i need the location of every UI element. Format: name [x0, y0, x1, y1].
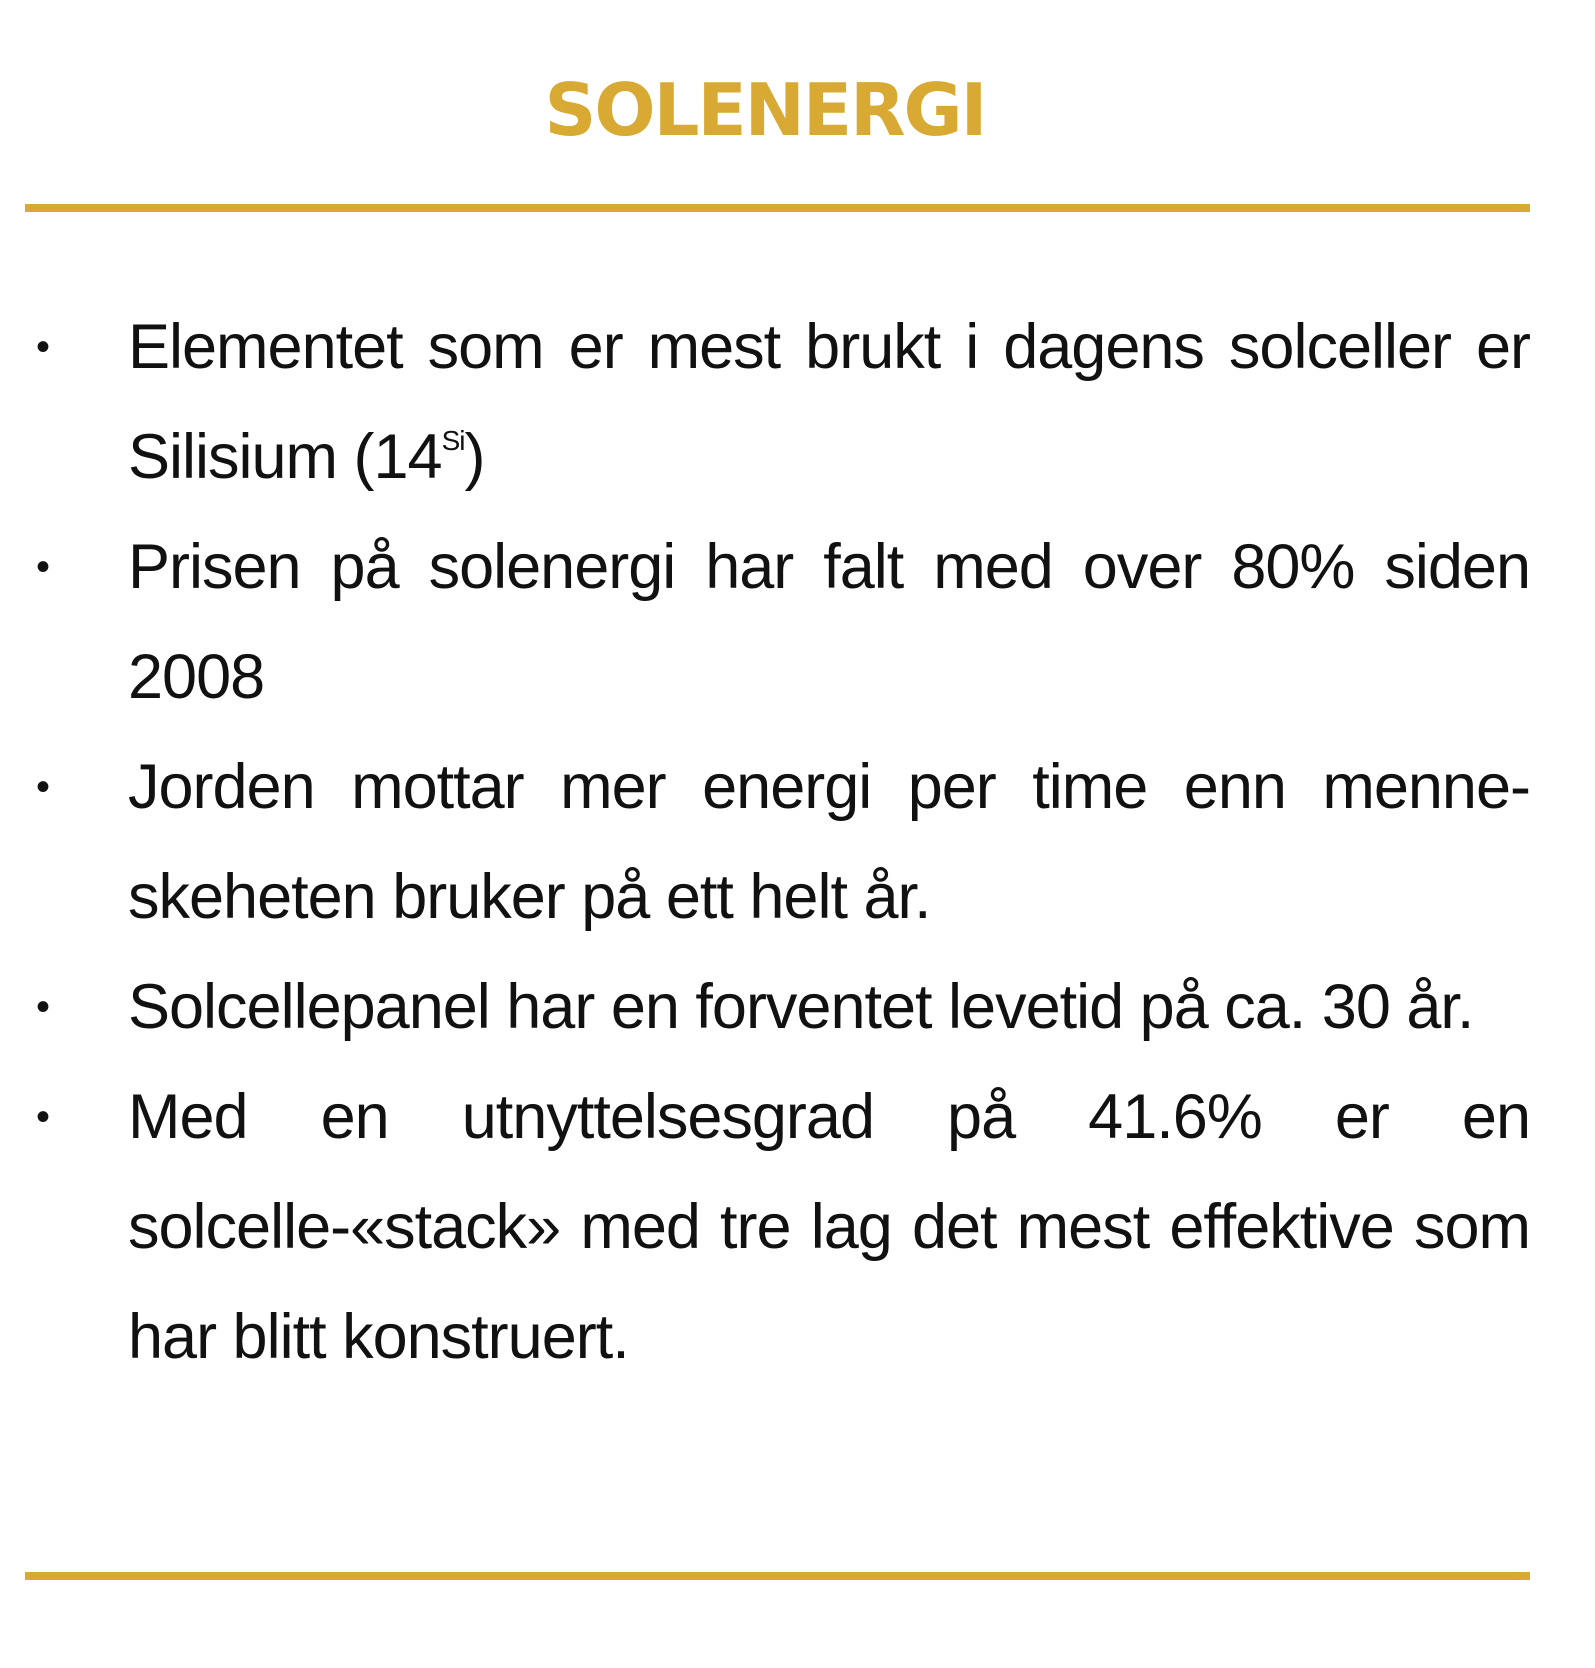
fact-text: Jorden mottar mer energi per time enn menne-skeheten bruker på ett helt år.	[128, 752, 1530, 932]
fact-text: Prisen på solenergi har falt med over 80% siden 2008	[128, 532, 1530, 712]
list-item	[0, 512, 1530, 732]
fact-text: Med en utnyttelsesgrad på 41.6% er en solcelle-«stack» med tre lag det mest effektive som har blitt konstruert.	[128, 1082, 1530, 1372]
page-title: SOLENERGI	[544, 68, 986, 152]
bottom-divider	[25, 1572, 1530, 1580]
bullet-icon: •	[36, 765, 50, 809]
list-item	[0, 732, 1530, 952]
bullet-icon: •	[36, 545, 50, 589]
list-item	[0, 292, 1530, 512]
bullet-icon: •	[36, 985, 50, 1029]
fact-text: Solcellepanel har en forventet levetid på ca. 30 år.	[128, 972, 1474, 1042]
list-item	[0, 952, 1530, 1062]
element-symbol: Si	[441, 425, 465, 456]
bullet-icon: •	[36, 1095, 50, 1139]
fact-text: Elementet som er mest brukt i dagens solceller er Silisium $(14^{Si})$	[128, 312, 1530, 492]
list-item	[0, 1062, 1530, 1392]
fact-list	[0, 292, 1530, 1392]
top-divider	[25, 204, 1530, 212]
bullet-icon: •	[36, 325, 50, 369]
